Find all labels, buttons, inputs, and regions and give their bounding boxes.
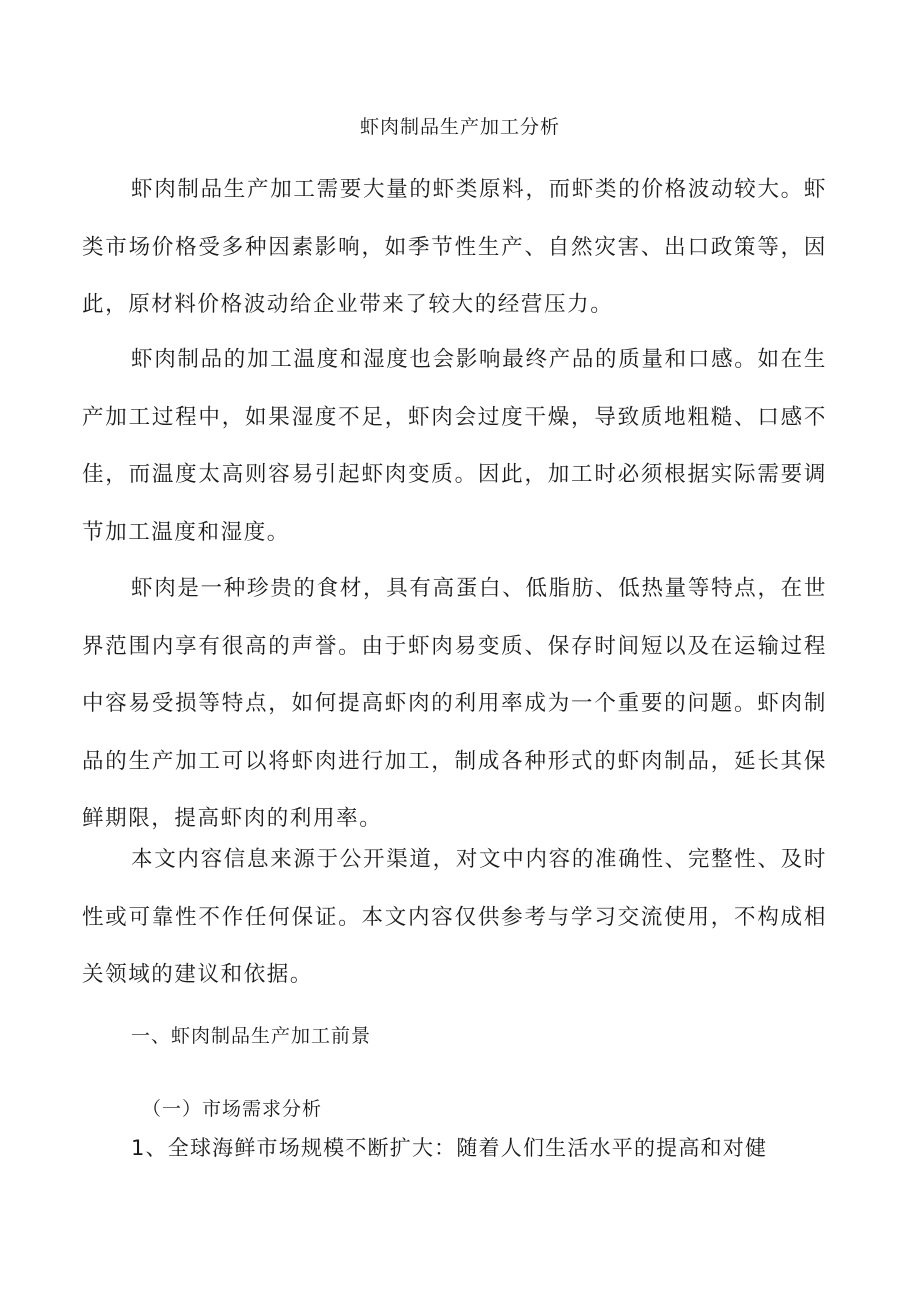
paragraph-raw-material-prices: 虾肉制品生产加工需要大量的虾类原料，而虾类的价格波动较大。虾类市场价格受多种因素影响，如季节性生产、自然灾害、出口政策等，因此，原材料价格波动给企业带来了较大的经营压力。 <box>82 177 827 317</box>
paragraph-temperature-humidity: 虾肉制品的加工温度和湿度也会影响最终产品的质量和口感。如在生产加工过程中，如果湿度不足，虾肉会过度干燥，导致质地粗糙、口感不佳，而温度太高则容易引起虾肉变质。因此，加工时必须根据实际需要调节加工温度和湿度。 <box>82 347 827 545</box>
list-item: 1、全球海鲜市场规模不断扩大：随着人们生活水平的提高和对健 <box>131 1136 768 1160</box>
section-heading: 一、虾肉制品生产加工前景 <box>131 1025 372 1047</box>
paragraph-shrimp-utilization: 虾肉是一种珍贵的食材，具有高蛋白、低脂肪、低热量等特点，在世界范围内享有很高的声誉。由于虾肉易变质、保存时间短以及在运输过程中容易受损等特点，如何提高虾肉的利用率成为一个重要的问题。虾肉制品的生产加工可以将虾肉进行加工，制成各种形式的虾肉制品，延长其保鲜期限，提高虾肉的利用率。 <box>82 576 827 831</box>
document-title: 虾肉制品生产加工分析 <box>359 116 560 138</box>
subsection-heading: （一）市场需求分析 <box>142 1098 323 1120</box>
paragraph-disclaimer: 本文内容信息来源于公开渠道，对文中内容的准确性、完整性、及时性或可靠性不作任何保证。本文内容仅供参考与学习交流使用，不构成相关领域的建议和依据。 <box>82 847 827 987</box>
